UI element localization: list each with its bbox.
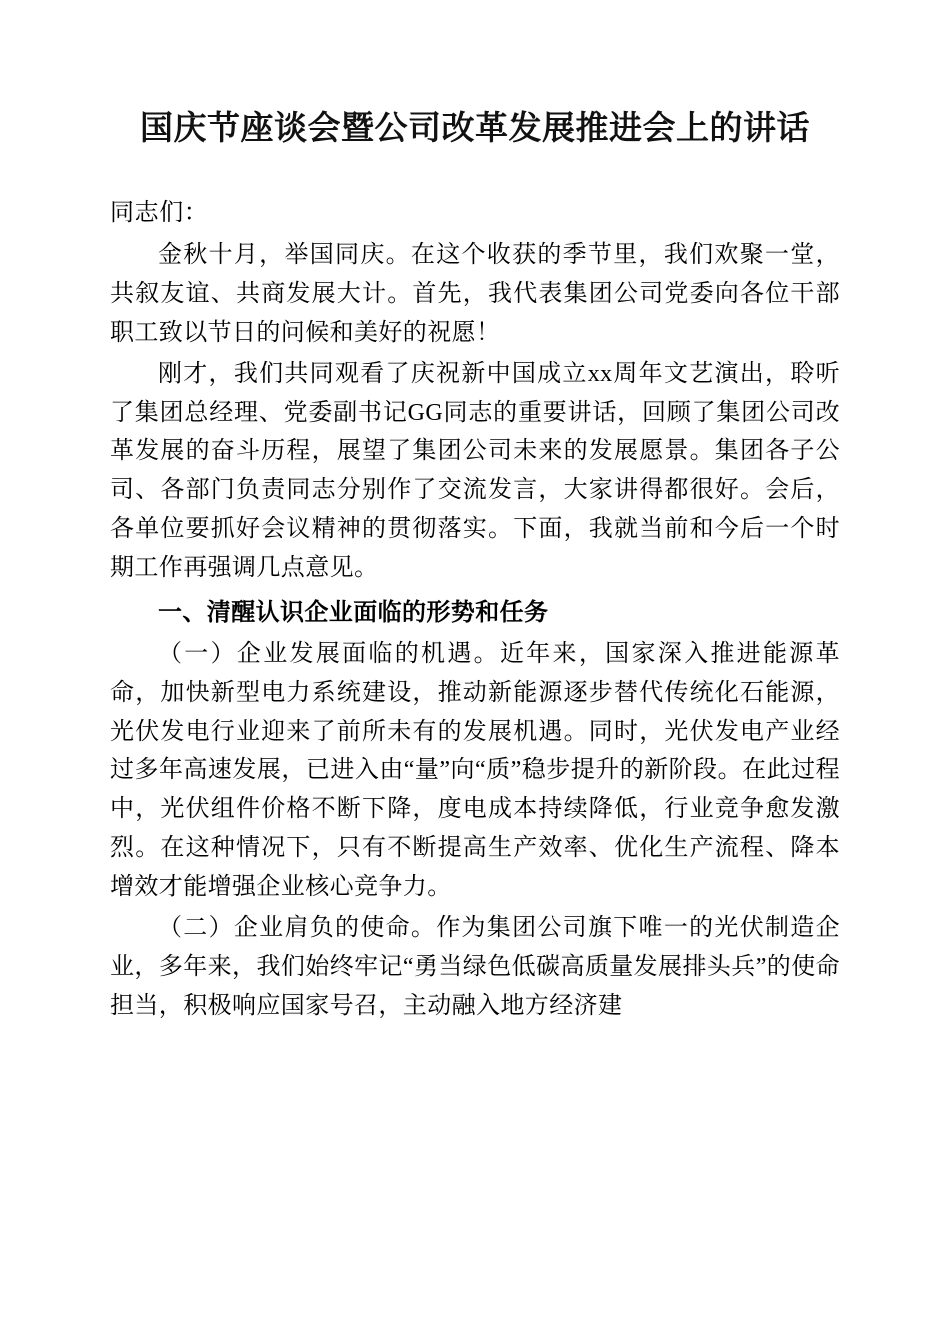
paragraph-3: （一）企业发展面临的机遇。近年来，国家深入推进能源革命，加快新型电力系统建设，推动新能源逐步替代传统化石能源，光伏发电行业迎来了前所未有的发展机遇。同时，光伏发电产业经过多年高速发展，已进入由“量”向“质”稳步提升的新阶段。在此过程中，光伏组件价格不断下降，度电成本持续降低，行业竞争愈发激烈。在这种情况下，只有不断提高生产效率、优化生产流程、降本增效才能增强企业核心竞争力。 (110, 640, 840, 901)
salutation: 同志们： (110, 199, 209, 226)
page-title: 国庆节座谈会暨公司改革发展推进会上的讲话 (140, 111, 810, 147)
paragraph-2: 刚才，我们共同观看了庆祝新中国成立xx周年文艺演出，聆听了集团总经理、党委副书记GG同志的重要讲话，回顾了集团公司改革发展的奋斗历程，展望了集团公司未来的发展愿景。集团各子公司、各部门负责同志分别作了交流发言，大家讲得都很好。会后，各单位要抓好会议精神的贯彻落实。下面，我就当前和今后一个时期工作再强调几点意见。 (110, 360, 840, 582)
paragraph-4: （二）企业肩负的使命。作为集团公司旗下唯一的光伏制造企业，多年来，我们始终牢记“勇当绿色低碳高质量发展排头兵”的使命担当，积极响应国家号召，主动融入地方经济建 (110, 914, 840, 1019)
section-heading-1: 一、清醒认识企业面临的形势和任务 (158, 598, 549, 626)
paragraph-1: 金秋十月，举国同庆。在这个收获的季节里，我们欢聚一堂，共叙友谊、共商发展大计。首先，我代表集团公司党委向各位干部职工致以节日的问候和美好的祝愿！ (110, 242, 840, 346)
